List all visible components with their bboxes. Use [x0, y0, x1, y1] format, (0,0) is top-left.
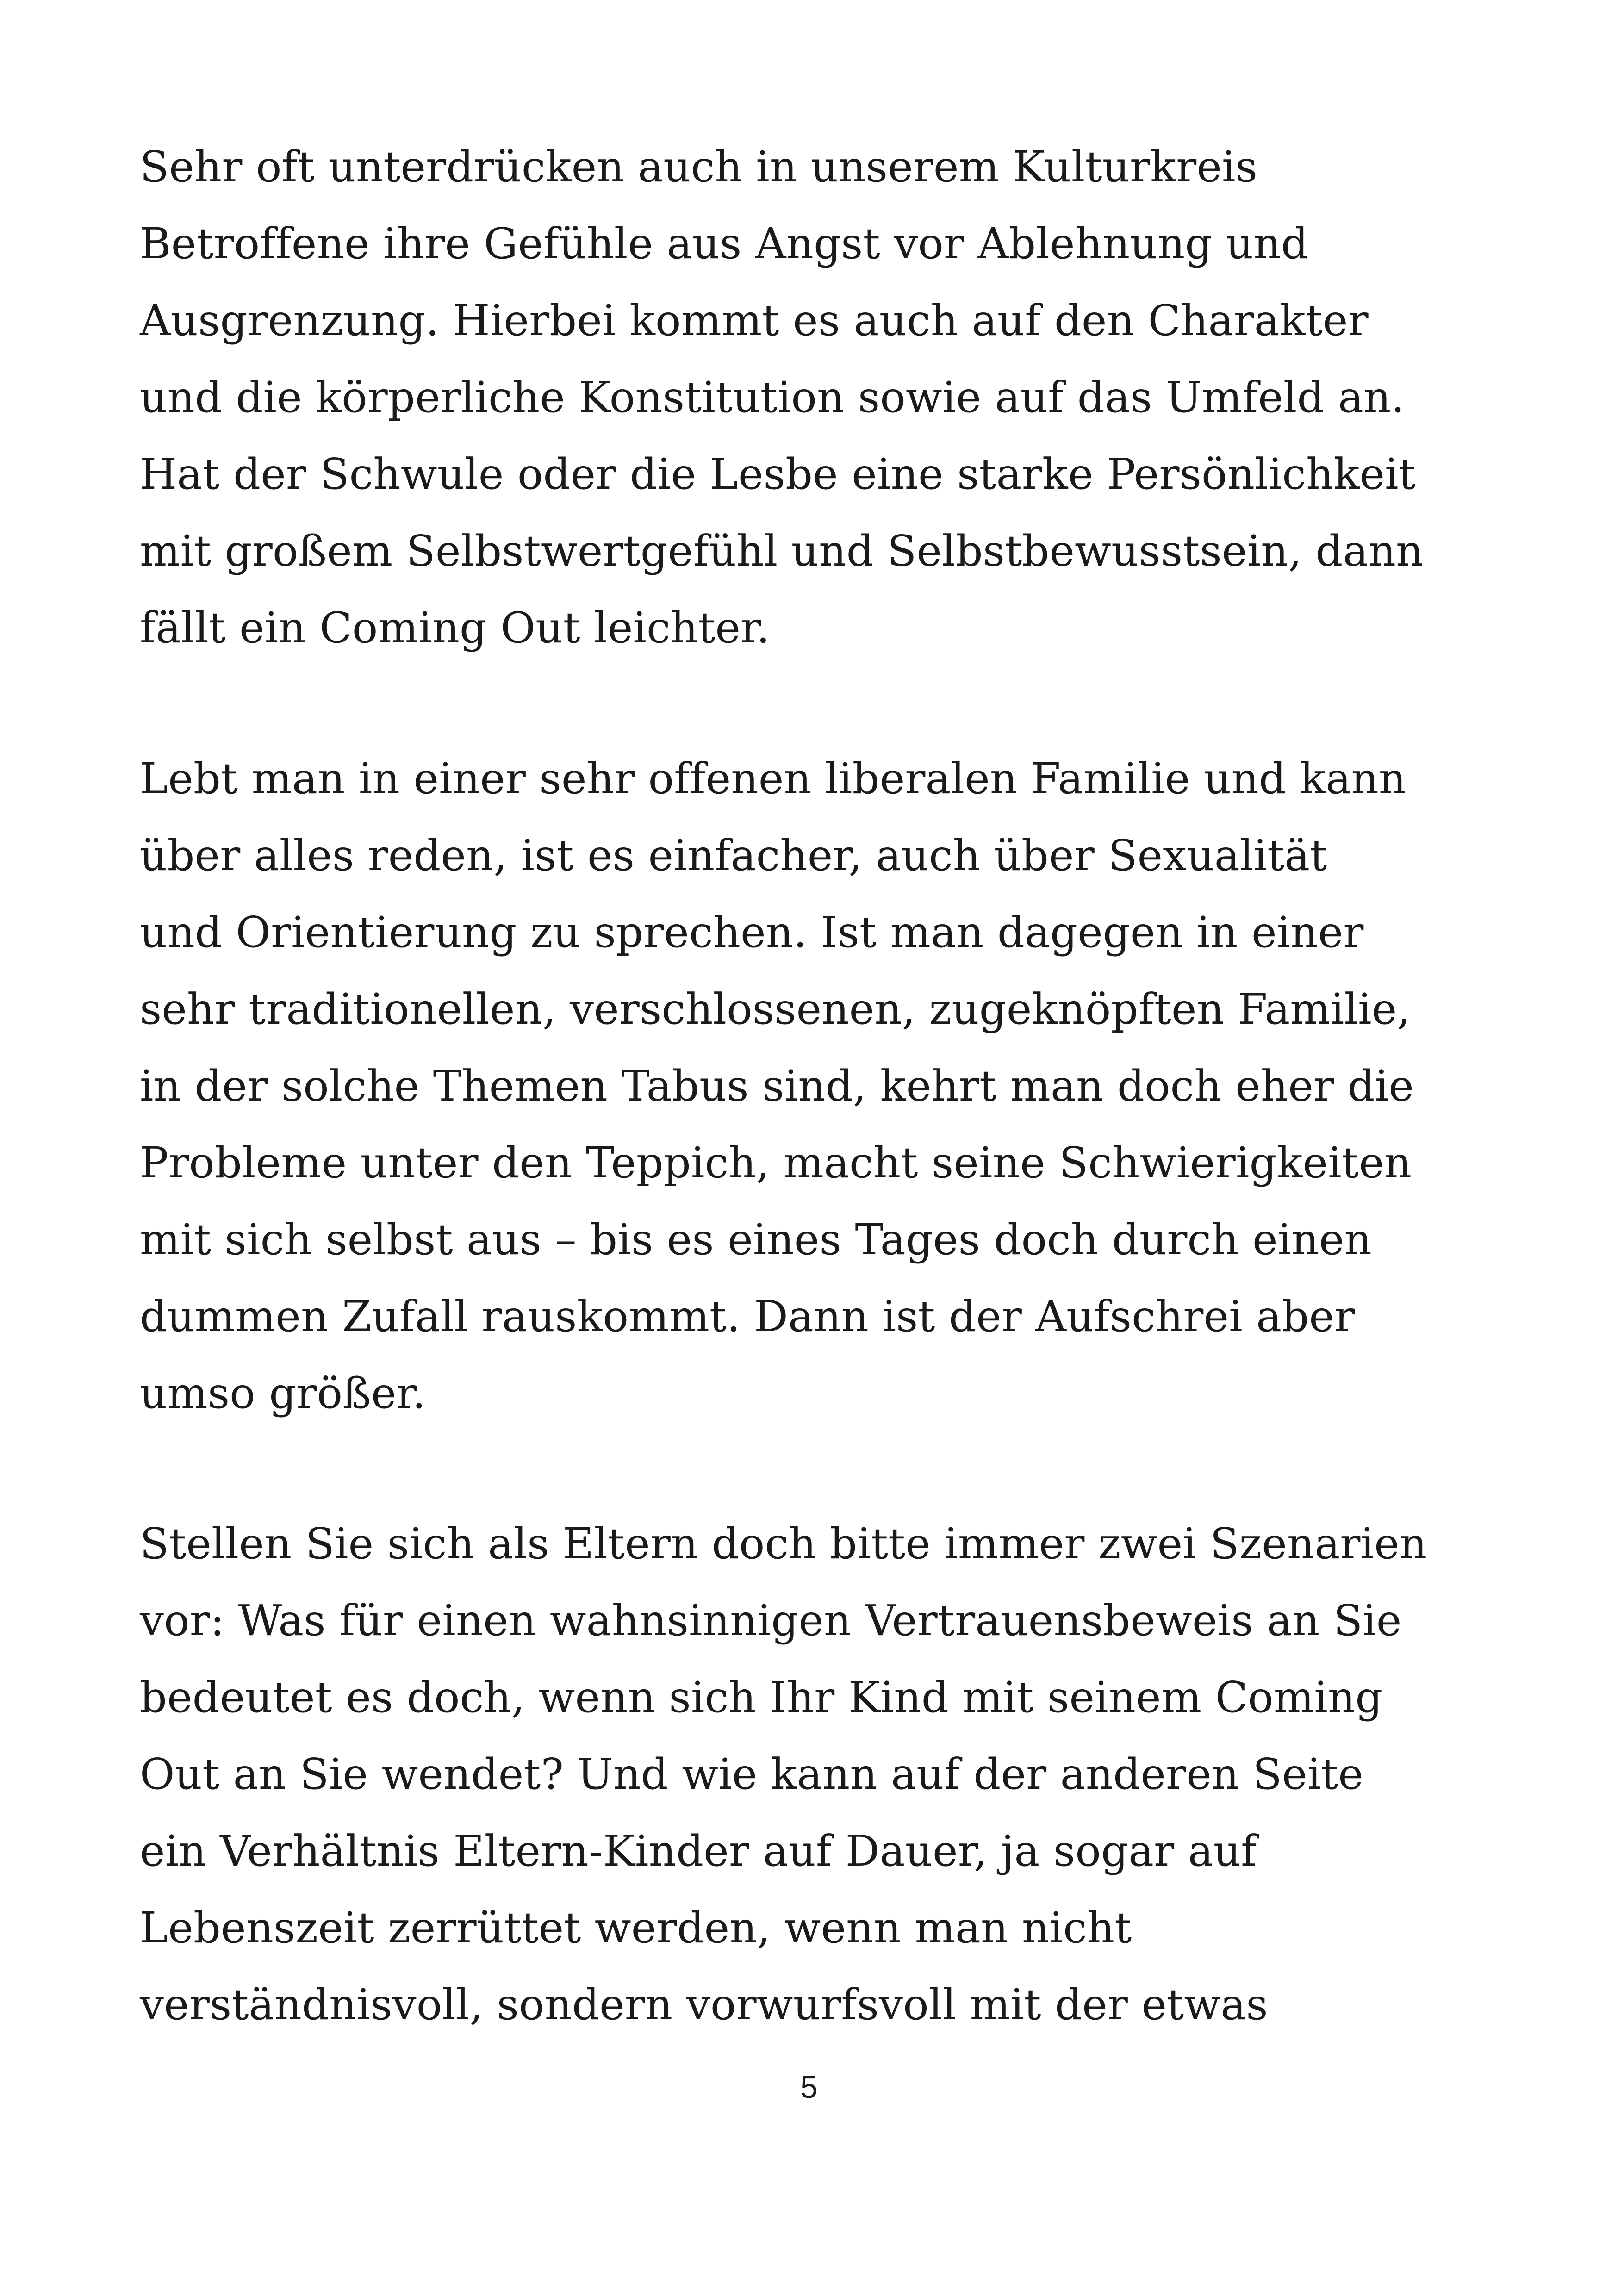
paragraph-3 [140, 1506, 1510, 2043]
text-line: ein Verhältnis Eltern-Kinder auf Dauer, ja sogar auf [140, 1826, 1257, 1876]
text-line: über alles reden, ist es einfacher, auch über Sexualität [140, 831, 1327, 880]
text-line: Probleme unter den Teppich, macht seine Schwierigkeiten [140, 1138, 1412, 1188]
text-line: sehr traditionellen, verschlossenen, zugeknöpften Familie, [140, 984, 1411, 1034]
text-line: mit großem Selbstwertgefühl und Selbstbewusstsein, dann [140, 526, 1424, 576]
text-line: fällt ein Coming Out leichter. [140, 603, 770, 653]
text-line: mit sich selbst aus – bis es eines Tages doch durch einen [140, 1215, 1372, 1264]
paragraph-1 [140, 129, 1510, 666]
text-line: Hat der Schwule oder die Lesbe eine starke Persönlichkeit [140, 449, 1416, 499]
text-line: und Orientierung zu sprechen. Ist man dagegen in einer [140, 908, 1364, 957]
text-line: Stellen Sie sich als Eltern doch bitte immer zwei Szenarien [140, 1519, 1427, 1568]
page-number: 5 [800, 2070, 818, 2105]
text-line: Lebenszeit zerrüttet werden, wenn man nicht [140, 1903, 1132, 1953]
text-line: bedeutet es doch, wenn sich Ihr Kind mit seinem Coming [140, 1673, 1383, 1722]
text-line: Ausgrenzung. Hierbei kommt es auch auf den Charakter [140, 296, 1369, 345]
text-line: verständnisvoll, sondern vorwurfsvoll mit der etwas [140, 1980, 1268, 2029]
text-line: und die körperliche Konstitution sowie auf das Umfeld an. [140, 373, 1405, 422]
text-line: vor: Was für einen wahnsinnigen Vertrauensbeweis an Sie [140, 1596, 1402, 1645]
text-line: Out an Sie wendet? Und wie kann auf der anderen Seite [140, 1749, 1364, 1799]
text-line: Sehr oft unterdrücken auch in unserem Kulturkreis [140, 142, 1258, 192]
text-line: dummen Zufall rauskommt. Dann ist der Aufschrei aber [140, 1292, 1355, 1341]
text-line: Betroffene ihre Gefühle aus Angst vor Ablehnung und [140, 219, 1308, 268]
paragraph-2 [140, 740, 1510, 1432]
text-line: umso größer. [140, 1369, 426, 1418]
text-line: Lebt man in einer sehr offenen liberalen Familie und kann [140, 754, 1406, 803]
text-line: in der solche Themen Tabus sind, kehrt man doch eher die [140, 1061, 1414, 1111]
